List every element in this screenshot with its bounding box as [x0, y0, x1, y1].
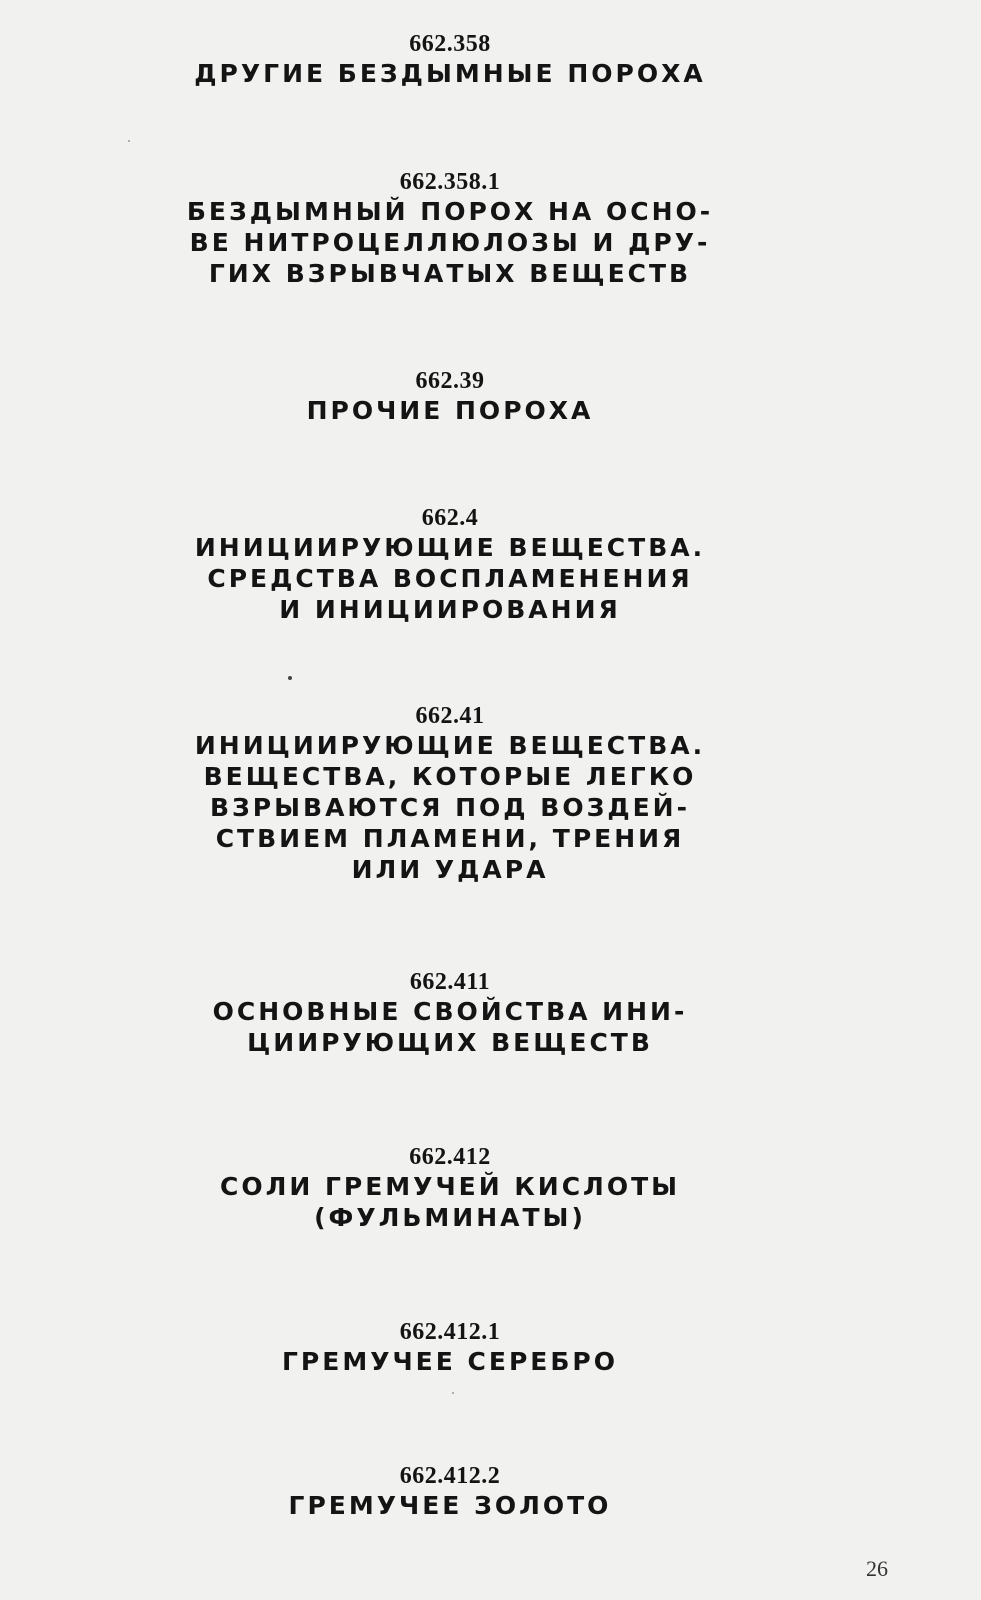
entry-title-line: ВЗРЫВАЮТСЯ ПОД ВОЗДЕЙ-	[209, 793, 690, 822]
entry-title-line: СОЛИ ГРЕМУЧЕЙ КИСЛОТЫ	[219, 1172, 681, 1201]
entry-code: 662.41	[415, 703, 485, 729]
entry-title-line: СТВИЕМ ПЛАМЕНИ, ТРЕНИЯ	[215, 824, 685, 853]
entry-code: 662.358.1	[399, 169, 501, 195]
entry-code: 662.412.2	[399, 1463, 501, 1489]
entry-title-line: СРЕДСТВА ВОСПЛАМЕНЕНИЯ	[207, 564, 693, 593]
entry-code: 662.4	[421, 505, 479, 531]
entry-662-41	[0, 702, 900, 885]
entry-code: 662.39	[415, 368, 485, 394]
entry-title-line: БЕЗДЫМНЫЙ ПОРОХ НА ОСНО-	[186, 197, 714, 226]
entry-title-line: ИЛИ УДАРА	[351, 855, 549, 884]
entry-662-358-1	[0, 168, 900, 289]
entry-code: 662.411	[409, 969, 491, 995]
entry-662-412-1	[0, 1318, 900, 1377]
entry-title-line: ИНИЦИИРУЮЩИЕ ВЕЩЕСТВА.	[194, 731, 706, 760]
entry-662-358	[0, 30, 900, 89]
entry-code: 662.412.1	[399, 1319, 501, 1345]
entry-662-412	[0, 1143, 900, 1233]
entry-title-line: ГРЕМУЧЕЕ СЕРЕБРО	[281, 1347, 618, 1376]
entry-title-line: ЦИИРУЮЩИХ ВЕЩЕСТВ	[247, 1028, 653, 1057]
print-speck	[128, 140, 130, 142]
print-speck	[288, 676, 292, 680]
entry-title-line: ДРУГИЕ БЕЗДЫМНЫЕ ПОРОХА	[194, 59, 706, 88]
entry-title-line: ВЕ НИТРОЦЕЛЛЮЛОЗЫ И ДРУ-	[189, 228, 711, 257]
page-number: 26	[866, 1556, 888, 1581]
print-speck	[452, 1392, 454, 1394]
entry-title-line: (ФУЛЬМИНАТЫ)	[314, 1203, 586, 1232]
entry-662-412-2	[0, 1462, 900, 1521]
entry-662-411	[0, 968, 900, 1058]
entry-title-line: ВЕЩЕСТВА, КОТОРЫЕ ЛЕГКО	[203, 762, 697, 791]
entry-code: 662.412	[409, 1144, 491, 1170]
entry-title-line: И ИНИЦИИРОВАНИЯ	[279, 595, 621, 624]
entry-662-4	[0, 504, 900, 625]
entry-title-line: ПРОЧИЕ ПОРОХА	[306, 396, 594, 425]
entry-662-39	[0, 367, 900, 426]
entry-title-line: ОСНОВНЫЕ СВОЙСТВА ИНИ-	[212, 997, 688, 1026]
entry-code: 662.358	[409, 31, 491, 57]
entry-title-line: ГРЕМУЧЕЕ ЗОЛОТО	[288, 1491, 612, 1520]
entry-title-line: ИНИЦИИРУЮЩИЕ ВЕЩЕСТВА.	[194, 533, 706, 562]
entry-title-line: ГИХ ВЗРЫВЧАТЫХ ВЕЩЕСТВ	[208, 259, 692, 288]
